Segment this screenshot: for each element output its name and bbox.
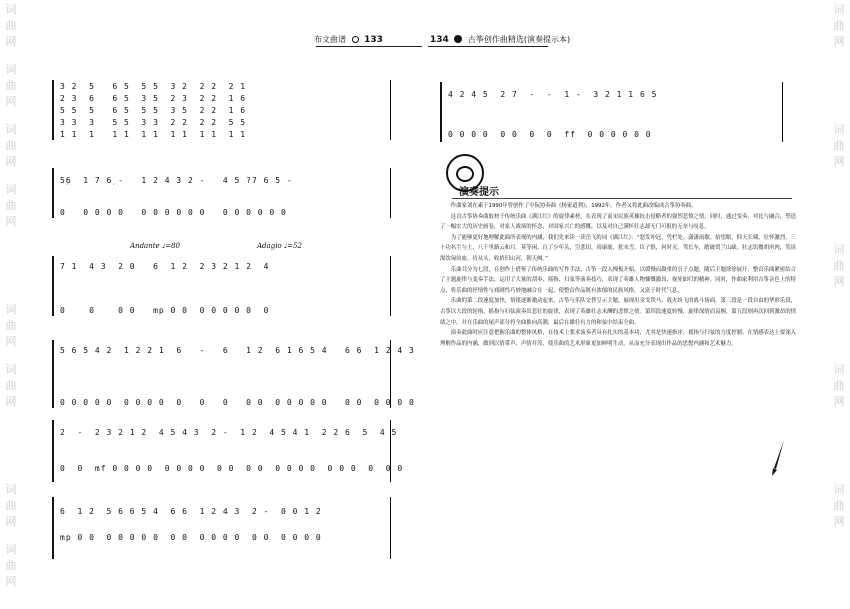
- watermark-char: 词: [5, 543, 17, 556]
- header-book-title: 古筝创作曲精选(演奏提示本): [467, 35, 571, 44]
- staff-row: 2 - 2 3 2 1 2 4 5 4 3 2 - 1 2 4 5 4 1 2 2 6 5 4 5: [60, 428, 398, 437]
- watermark-char: 词: [5, 3, 17, 16]
- watermark-char: 曲: [5, 19, 17, 32]
- watermark-char: 词: [833, 243, 845, 256]
- left-running-header: [314, 34, 383, 45]
- paragraph: 作曲家刘在素于1990年曾创作了中阮协奏曲《杨家道刹》，1992年，作者又将此曲改编成古筝协奏曲。: [450, 203, 697, 209]
- watermark-char: 曲: [5, 319, 17, 332]
- watermark-char: 网: [5, 395, 17, 408]
- watermark-char: 词: [833, 363, 845, 376]
- tempo-marking: Andante ♩=80: [130, 242, 180, 250]
- watermark-char: 曲: [5, 79, 17, 92]
- watermark-column-left: [0, 542, 22, 590]
- system-brace: [52, 256, 54, 316]
- staff-row: 0 0 0 0 0 0 0 0 0 0 0 0 0 0 0 0 0: [60, 208, 287, 217]
- watermark-column-left: [0, 122, 22, 170]
- watermark-char: 网: [833, 515, 845, 528]
- watermark-char: 词: [833, 3, 845, 16]
- watermark-char: 曲: [5, 139, 17, 152]
- section-title: 演奏提示: [459, 187, 499, 198]
- watermark-char: 曲: [5, 559, 17, 572]
- paragraph: 乐曲的第二段速度加快，情绪逐渐激动起来，古筝与乐队交替呈示主题，展现出金戈铁马、战火纷飞的战斗场面。第三段是一段自由的华彩乐段，古筝以大段的轮指、摇指与扫弦演奏出悲壮的旋律，表现了英雄壮志未酬的悲愤之情。第四段速度转慢，旋律深情而哀婉，第五段则再次回到激昂的情绪之中，并在乐曲的尾声部分将全曲推向高潮，最后在雄壮有力的和弦中结束全曲。: [440, 298, 796, 326]
- watermark-char: 网: [833, 35, 845, 48]
- header-book-title: 布文曲谱: [314, 35, 346, 44]
- watermark-column-right: [828, 242, 850, 290]
- staff-row: 3 2 5 6 5 5 5 3 2 2 2 2 1: [60, 82, 247, 91]
- watermark-char: 网: [5, 95, 17, 108]
- header-rule: [316, 46, 422, 47]
- score-system-1: [52, 80, 392, 140]
- bullet-icon: [454, 35, 462, 43]
- watermark-char: 网: [5, 35, 17, 48]
- staff-row: 2 3 6 6 5 3 5 2 3 2 2 1 6: [60, 94, 247, 103]
- system-brace: [52, 80, 54, 140]
- watermark-char: 网: [5, 575, 17, 588]
- score-system-2: [52, 168, 392, 218]
- watermark-char: 曲: [833, 499, 845, 512]
- staff-row: 0 0 0 0 0 0 0 0 ff 0 0 0 0 0 0: [448, 130, 652, 139]
- watermark-column-left: [0, 362, 22, 410]
- staff-row: 4 2 4 5 2 7 - - 1 - 3 2 1 1 6 5: [448, 90, 658, 99]
- watermark-column-right: [828, 2, 850, 50]
- staff-row: 5̣6 1 7 6̣ - 1 2 4 3 2 - 4 5 ?7 6 5 -: [60, 176, 293, 185]
- staff-row: 0 0 0 0 0 0 0 0 0 0 0 0 0 0 0 0 0 0 0 0 0 0 0 0 0: [60, 398, 415, 407]
- left-page: [26, 0, 422, 609]
- page-number: 134: [430, 35, 449, 45]
- watermark-char: 网: [5, 335, 17, 348]
- staff-row: 1 1 1 1 1 1 1 1 1 1 1 1 1: [60, 130, 247, 139]
- watermark-char: 词: [5, 303, 17, 316]
- watermark-char: 词: [5, 123, 17, 136]
- staff-row: 0 0 0 0 mp 0 0 0 0 0 0 0 0: [60, 306, 270, 315]
- watermark-char: 网: [5, 155, 17, 168]
- staff-row: 7 1 4 3 2 0 6 1 2 2 3 2 1 2 4: [60, 262, 270, 271]
- watermark-column-right: [828, 362, 850, 410]
- paragraph: 为了能够更好地理解此曲所表现的内涵，我们先来读一读岳飞的词《满江红》：“怒发冲冠，凭栏处、潇潇雨歇。抬望眼，仰天长啸，壮怀激烈。三十功名尘与土，八千里路云和月。莫等闲，白了少年头，空悲切。靖康耻，犹未雪。臣子恨，何时灭。驾长车，踏破贺兰山缺。壮志饥餐胡虏肉，笑谈渴饮匈奴血。待从头，收拾旧山河，朝天阙。”: [440, 234, 796, 262]
- watermark-char: 曲: [833, 379, 845, 392]
- watermark-char: 曲: [5, 499, 17, 512]
- watermark-column-left: [0, 62, 22, 110]
- watermark-char: 曲: [5, 199, 17, 212]
- score-system-right: [440, 82, 784, 142]
- paragraph: 乐曲共分为七段，在创作上借鉴了传统乐曲的写作手法，古筝一段入慢板开始，以缓慢而凝重的引子点题，随后主题徐徐展开。整首乐曲紧密结合了主题旋律与变奏手法，运用了大量的刮奏、摇指、扫弦等演奏技巧，表现了英雄人物慷慨激昂、视死如归的精神。同时，作曲家利用古筝音色上的特点，将乐曲的抒情性与戏剧性巧妙地融合在一起，使整首作品既有浓郁的民族风格，又富于时代气息。: [440, 266, 796, 294]
- watermark-column-left: [0, 482, 22, 530]
- watermark-char: 词: [833, 123, 845, 136]
- paragraph: 演奏此曲时应注意把握乐曲的整体风格，在技术上要求演奏者具有扎实的基本功，尤其是快速指序、摇指与扫弦的力度控制。在情感表达上要深入理解作品的内涵，做到以情带声、声情并茂，使乐曲的艺术形象更加鲜明生动，从而充分表现出作品的思想内涵和艺术魅力。: [440, 330, 796, 347]
- watermark-char: 词: [833, 483, 845, 496]
- watermark-column-right: [828, 482, 850, 530]
- watermark-char: 词: [5, 483, 17, 496]
- system-brace: [52, 168, 54, 218]
- watermark-char: 曲: [833, 139, 845, 152]
- score-system-5: [52, 420, 404, 482]
- watermark-char: 网: [5, 515, 17, 528]
- right-running-header: [430, 34, 570, 45]
- header-rule: [428, 46, 548, 47]
- system-brace: [52, 340, 54, 408]
- system-brace: [440, 82, 442, 142]
- bullet-icon: [352, 36, 359, 43]
- staff-row: 5 5 5 6 5 5 5 3 5 2 2 1 6: [60, 106, 247, 115]
- watermark-column-right: [828, 122, 850, 170]
- watermark-column-left: [0, 2, 22, 50]
- watermark-column-left: [0, 302, 22, 350]
- quill-pen-icon: [770, 438, 788, 478]
- watermark-char: 网: [833, 275, 845, 288]
- score-system-6: [52, 497, 392, 559]
- watermark-char: 词: [5, 363, 17, 376]
- score-system-3: [52, 242, 392, 317]
- section-title-rule: [452, 198, 792, 199]
- watermark-column-left: [0, 182, 22, 230]
- watermark-char: 曲: [833, 259, 845, 272]
- watermark-char: 曲: [833, 19, 845, 32]
- paragraph: 这首古筝协奏曲取材于传统乐曲《满江红》的旋律素材，在表现了南宋民族英雄抗击侵略者的强烈悲愤之情。同时，通过变奏、对比与融合，塑造了一幅宏大的历史画卷，对家人战场的怀念、对国家兴亡的感慨，以及对自己满怀壮志却无门可报的无奈与叹息。: [440, 213, 796, 231]
- score-system-4: [52, 340, 415, 408]
- staff-row: 0 0 mf 0 0 0 0 0 0 0 0 0 0 0 0 0 0 0 0 0 0 0 0 0 0: [60, 464, 404, 473]
- watermark-char: 词: [5, 63, 17, 76]
- watermark-char: 网: [5, 215, 17, 228]
- watermark-char: 网: [833, 395, 845, 408]
- page-number: 133: [364, 35, 383, 45]
- watermark-char: 曲: [5, 379, 17, 392]
- right-page: [426, 0, 822, 609]
- staff-row: mp 0 0 0 0 0 0 0 0 0 0 0 0 0 0 0 0 0 0 0: [60, 533, 322, 542]
- staff-row: 5 6 5 4 2 1 2 2 1 6 - 6 1 2 6 1 6 5 4 6 6 1 2 4 3: [60, 346, 415, 355]
- tempo-marking: Adagio ♩=52: [257, 242, 302, 250]
- system-brace: [52, 497, 54, 559]
- watermark-char: 词: [5, 183, 17, 196]
- staff-row: 3 3 3 5 5 3 3 2 2 2 2 5 5: [60, 118, 247, 127]
- watermark-char: 网: [833, 155, 845, 168]
- performance-notes: [440, 201, 796, 349]
- staff-row: 6 1 2 5 6 6 5 4 6 6 1 2 4 3 2 - 0 0 1 2: [60, 507, 322, 516]
- system-brace: [52, 420, 54, 482]
